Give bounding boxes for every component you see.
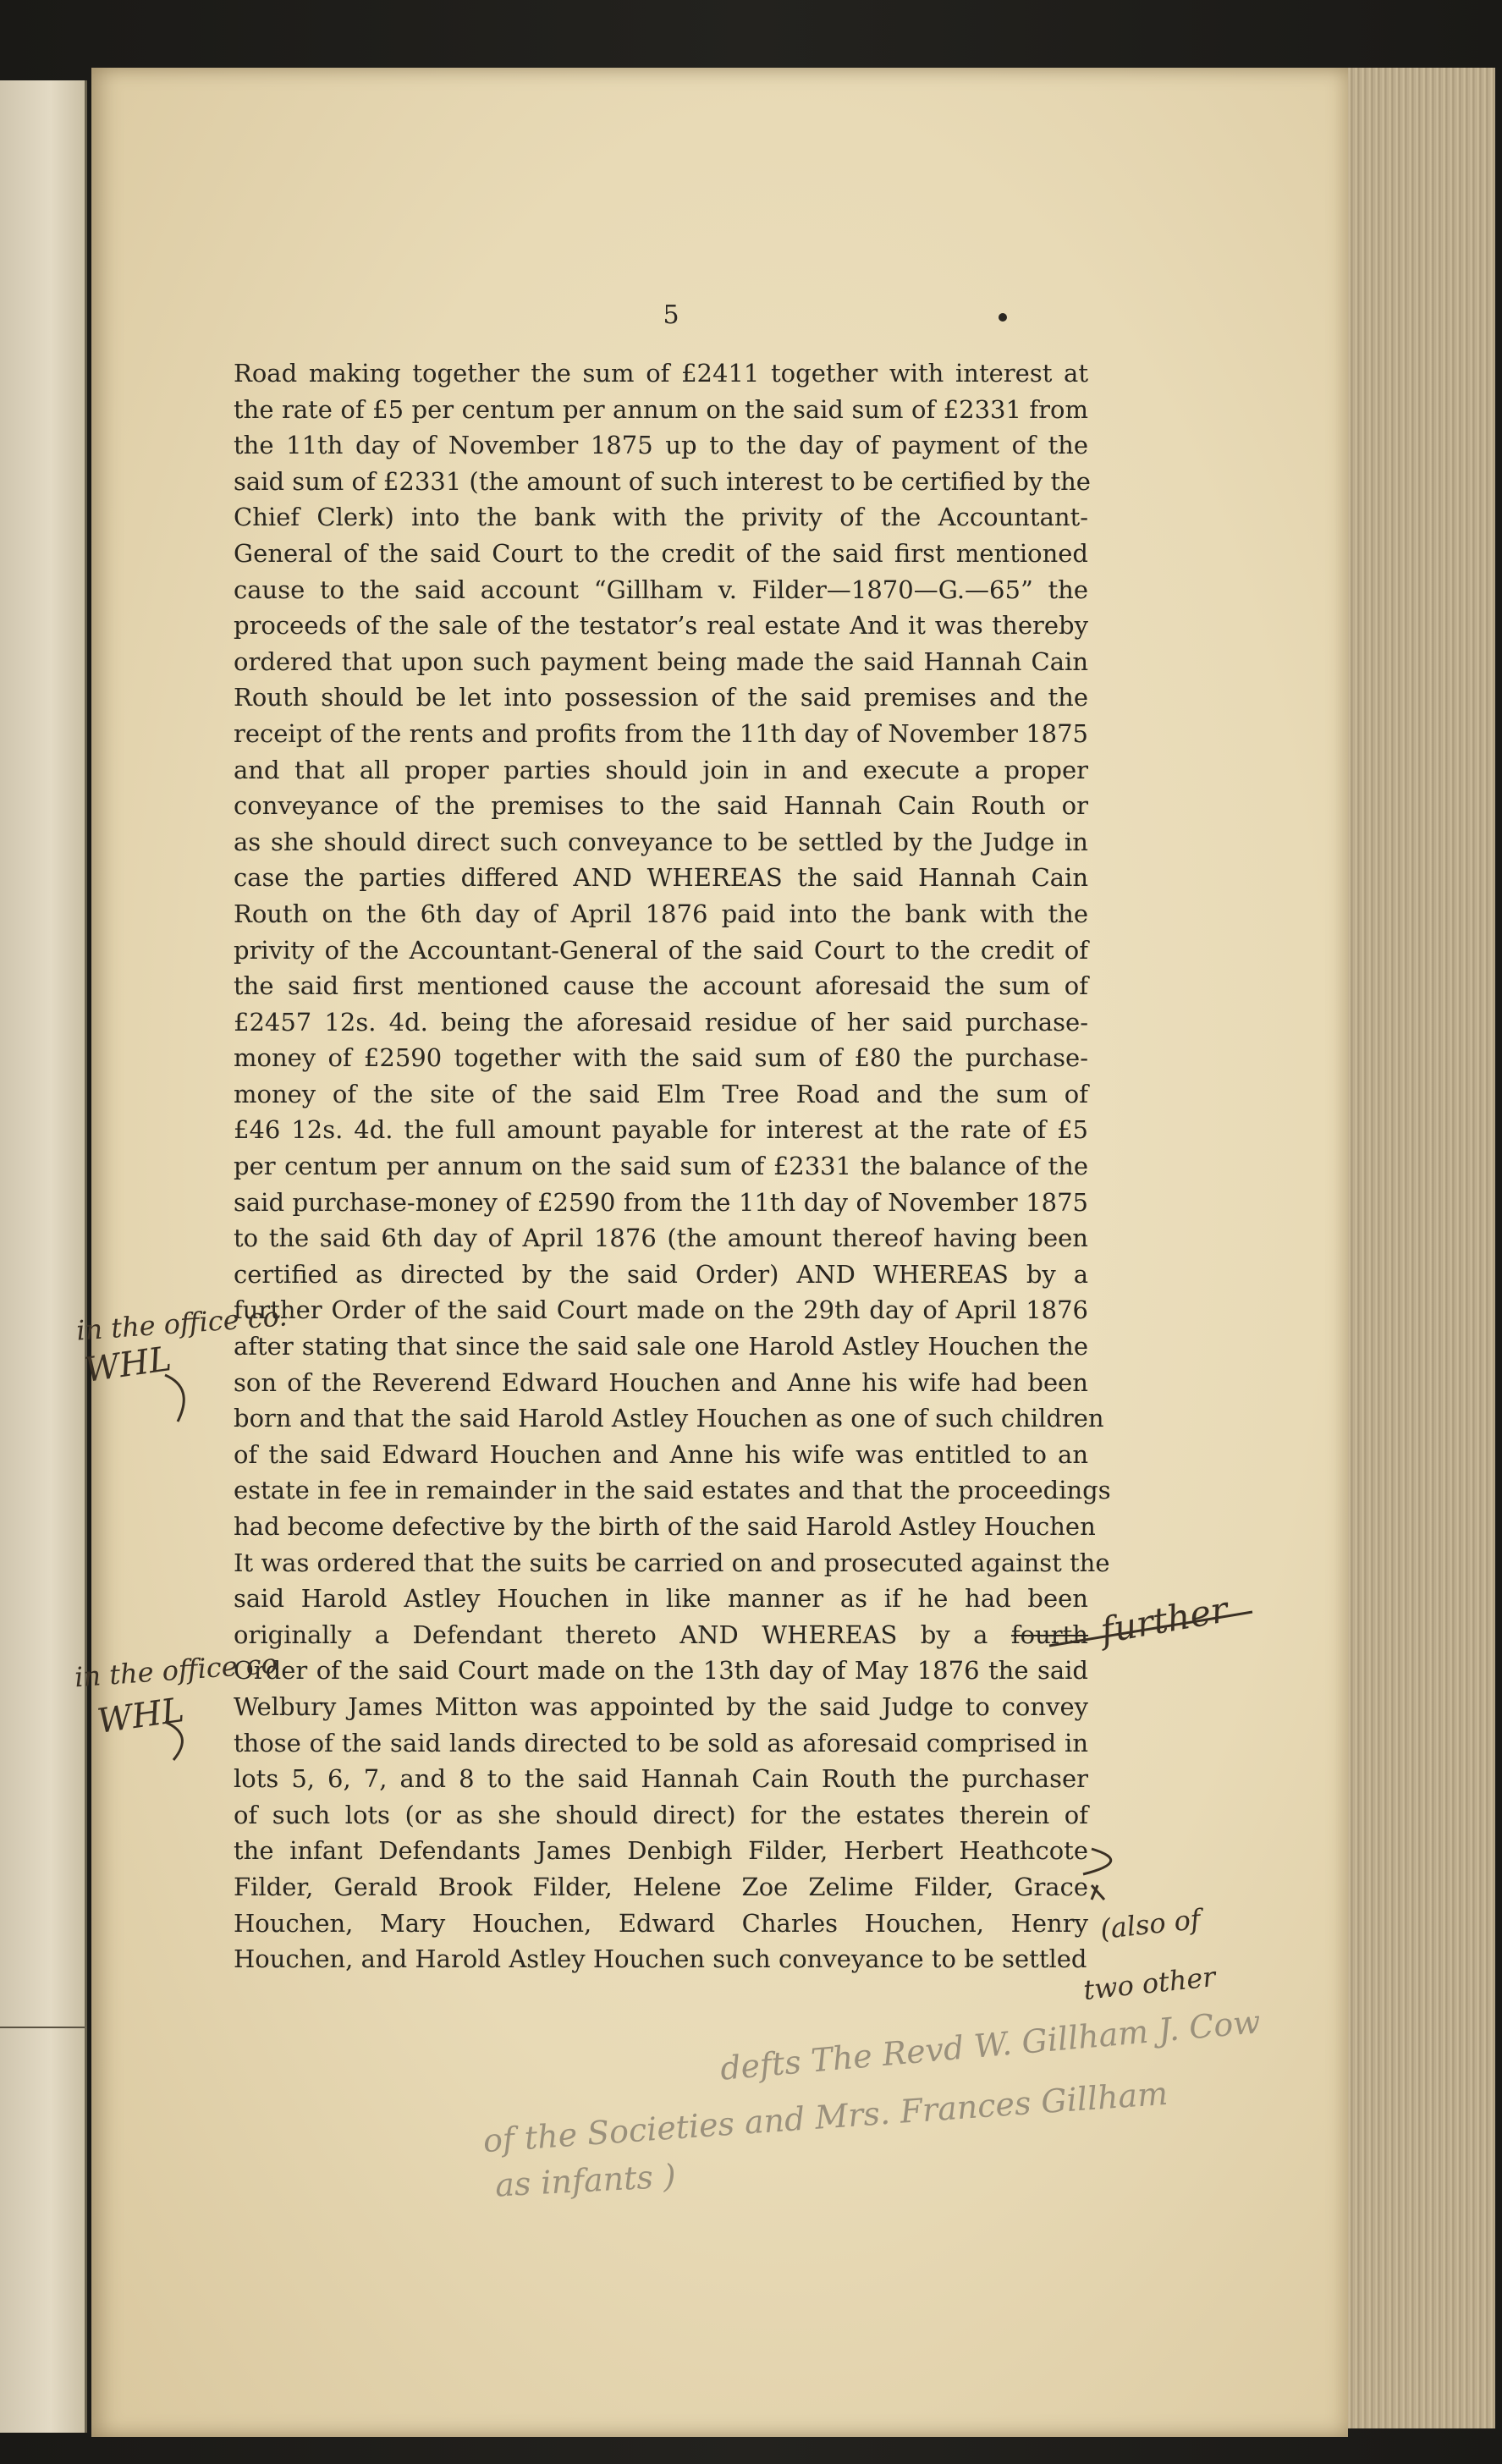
- text-line: further Order of the said Court made on the 29th day of April 1876: [234, 1295, 1088, 1325]
- text-line: Houchen, Mary Houchen, Edward Charles Houchen, Henry: [234, 1908, 1088, 1938]
- text-line: Order of the said Court made on the 13th day of May 1876 the said: [234, 1656, 1088, 1686]
- text-line: money of the site of the said Elm Tree Road and the sum of: [234, 1079, 1088, 1108]
- page-number: 5: [663, 300, 679, 330]
- text-line: Routh should be let into possession of the said premises and the: [234, 683, 1088, 712]
- text-line: receipt of the rents and profits from the 11th day of November 1875: [234, 718, 1088, 748]
- text-line: certified as directed by the said Order) AND WHEREAS by a: [234, 1259, 1088, 1289]
- margin-note-2-initials: WHL: [95, 1691, 187, 1741]
- text-line: as she should direct such conveyance to be settled by the Judge in: [234, 827, 1088, 856]
- text-line: to the said 6th day of April 1876 (the amount thereof having been: [234, 1224, 1088, 1253]
- pencil-note-2: of the Societies and Mrs. Frances Gillham: [481, 2074, 1169, 2160]
- text-line: General of the said Court to the credit of the said first mentioned: [234, 538, 1088, 568]
- pencil-note-3: as infants ): [493, 2157, 677, 2204]
- text-line: said sum of £2331 (the amount of such interest to be certified by the: [234, 466, 1091, 496]
- text-line: Filder, Gerald Brook Filder, Helene Zoe Zelime Filder, Grace: [234, 1872, 1088, 1901]
- text-line: £2457 12s. 4d. being the aforesaid residue of her said purchase-: [234, 1007, 1088, 1037]
- struck-word: fourth: [1010, 1620, 1088, 1649]
- text-line: ordered that upon such payment being made the said Hannah Cain: [234, 646, 1088, 676]
- margin-note-1-initials: WHL: [82, 1339, 174, 1390]
- margin-note-1: in the office co.: [74, 1300, 289, 1347]
- pencil-note-1: defts The Revd W. Gillham J. Cow: [718, 2003, 1263, 2087]
- text-line: conveyance of the premises to the said Hannah Cain Routh or: [234, 791, 1088, 821]
- text-line: the rate of £5 per centum per annum on the said sum of £2331 from: [234, 394, 1088, 424]
- text-line: of such lots (or as she should direct) for the estates therein of: [234, 1800, 1088, 1829]
- text-line: son of the Reverend Edward Houchen and Anne his wife had been: [234, 1367, 1088, 1397]
- text-line: had become defective by the birth of the said Harold Astley Houchen: [234, 1512, 1096, 1541]
- text-line: said Harold Astley Houchen in like manner as if he had been: [234, 1584, 1088, 1614]
- text-line: Routh on the 6th day of April 1876 paid into the bank with the: [234, 899, 1088, 928]
- text-line: of the said Edward Houchen and Anne his wife was entitled to an: [234, 1439, 1088, 1469]
- text-line: after stating that since the said sale one Harold Astley Houchen the: [234, 1332, 1088, 1361]
- text-line: and that all proper parties should join in and execute a proper: [234, 755, 1088, 784]
- right-insert-note-2: two other: [1081, 1960, 1218, 2007]
- text-line: £46 12s. 4d. the full amount payable for interest at the rate of £5: [234, 1115, 1088, 1145]
- text-line: originally a Defendant thereto AND WHEREAS by a fourth: [234, 1620, 1088, 1649]
- text-line: estate in fee in remainder in the said estates and that the proceedings: [234, 1476, 1111, 1505]
- text-line: the infant Defendants James Denbigh Filder, Herbert Heathcote: [234, 1836, 1088, 1866]
- text-line: those of the said lands directed to be sold as aforesaid comprised in: [234, 1728, 1088, 1757]
- text-line: said purchase-money of £2590 from the 11th day of November 1875: [234, 1187, 1088, 1217]
- right-insert-note-1: (also of: [1098, 1902, 1202, 1946]
- text-line: per centum per annum on the said sum of £2331 the balance of the: [234, 1152, 1088, 1181]
- text-line: proceeds of the sale of the testator’s real estate And it was thereby: [234, 611, 1088, 641]
- text-line: lots 5, 6, 7, and 8 to the said Hannah Cain Routh the purchaser: [234, 1764, 1088, 1794]
- text-line: privity of the Accountant-General of the said Court to the credit of: [234, 935, 1088, 965]
- text-line: case the parties differed AND WHEREAS the said Hannah Cain: [234, 863, 1088, 893]
- text-line: Chief Clerk) into the bank with the privity of the Accountant-: [234, 503, 1088, 532]
- text-line: cause to the said account “Gillham v. Filder—1870—G.—65” the: [234, 575, 1088, 604]
- text-line: the said first mentioned cause the account aforesaid the sum of: [234, 971, 1088, 1001]
- text-line: Road making together the sum of £2411 together with interest at: [234, 359, 1088, 388]
- text-line: the 11th day of November 1875 up to the day of payment of the: [234, 431, 1088, 460]
- text-line: born and that the said Harold Astley Houchen as one of such children: [234, 1404, 1104, 1433]
- text-line: It was ordered that the suits be carried on and prosecuted against the: [234, 1548, 1110, 1577]
- text-line: Welbury James Mitton was appointed by the said Judge to convey: [234, 1691, 1088, 1721]
- text-line: money of £2590 together with the said sum of £80 the purchase-: [234, 1043, 1088, 1073]
- margin-note-2: in the office co: [73, 1647, 279, 1694]
- text-line: Houchen, and Harold Astley Houchen such conveyance to be settled: [234, 1944, 1087, 1974]
- insert-further-note: further: [1097, 1588, 1231, 1652]
